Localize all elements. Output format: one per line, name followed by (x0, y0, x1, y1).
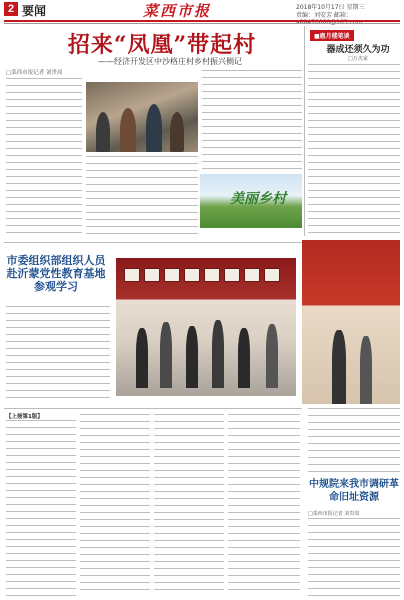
continued-body-col4 (228, 414, 300, 596)
continued-body-col1 (6, 420, 76, 596)
section-name: 要闻 (22, 4, 47, 18)
village-photo (200, 174, 302, 228)
editor-info: 责编：刘安芳 邮箱： (296, 12, 352, 19)
lead-photo (86, 82, 198, 152)
lead-headline: 招来“凤凰”带起村 (67, 32, 257, 58)
continued-body-col2 (80, 414, 150, 596)
lead-body-col2 (86, 156, 198, 238)
lead-body-col1 (6, 78, 82, 238)
section-divider (4, 242, 302, 243)
second-story-body (6, 306, 110, 402)
exhibition-photo (116, 258, 296, 396)
lead-byline: □菜西市报记者 刘贵周 (6, 70, 63, 76)
continued-body-col3 (154, 414, 224, 596)
newspaper-logo: 菜西市报 (143, 2, 212, 20)
exhibition-photo-2 (302, 240, 400, 404)
column-body (308, 64, 400, 234)
column-divider (304, 26, 305, 236)
page-number: 2 (4, 2, 18, 16)
third-story-body (308, 518, 400, 596)
column-tag: ■扈月楼笔谈 (310, 30, 354, 41)
issue-date: 2018年10月17日 星期三 (296, 4, 365, 11)
section-divider-2 (4, 408, 302, 409)
header-rule (4, 20, 400, 22)
village-photo-logo: 美丽乡村 (230, 191, 286, 207)
column-title: 器成还须久为功 (326, 45, 390, 55)
lead-subheadline: ——经济开发区中沙格庄村乡村振兴侧记 (98, 57, 242, 66)
right-body-lower (308, 408, 400, 472)
third-story-byline: □菜西市报记者 刘贵周 (308, 511, 360, 517)
continued-label: 【上接第1版】 (6, 414, 43, 420)
third-story-headline: 中规院来我市调研革命旧址资源 (309, 479, 399, 503)
header-rule-thin (4, 23, 400, 24)
column-author: □万杰家 (348, 56, 368, 62)
lead-body-col3 (202, 70, 302, 170)
second-story-headline: 市委组织部组织人员赴沂蒙党性教育基地参观学习 (6, 254, 106, 293)
